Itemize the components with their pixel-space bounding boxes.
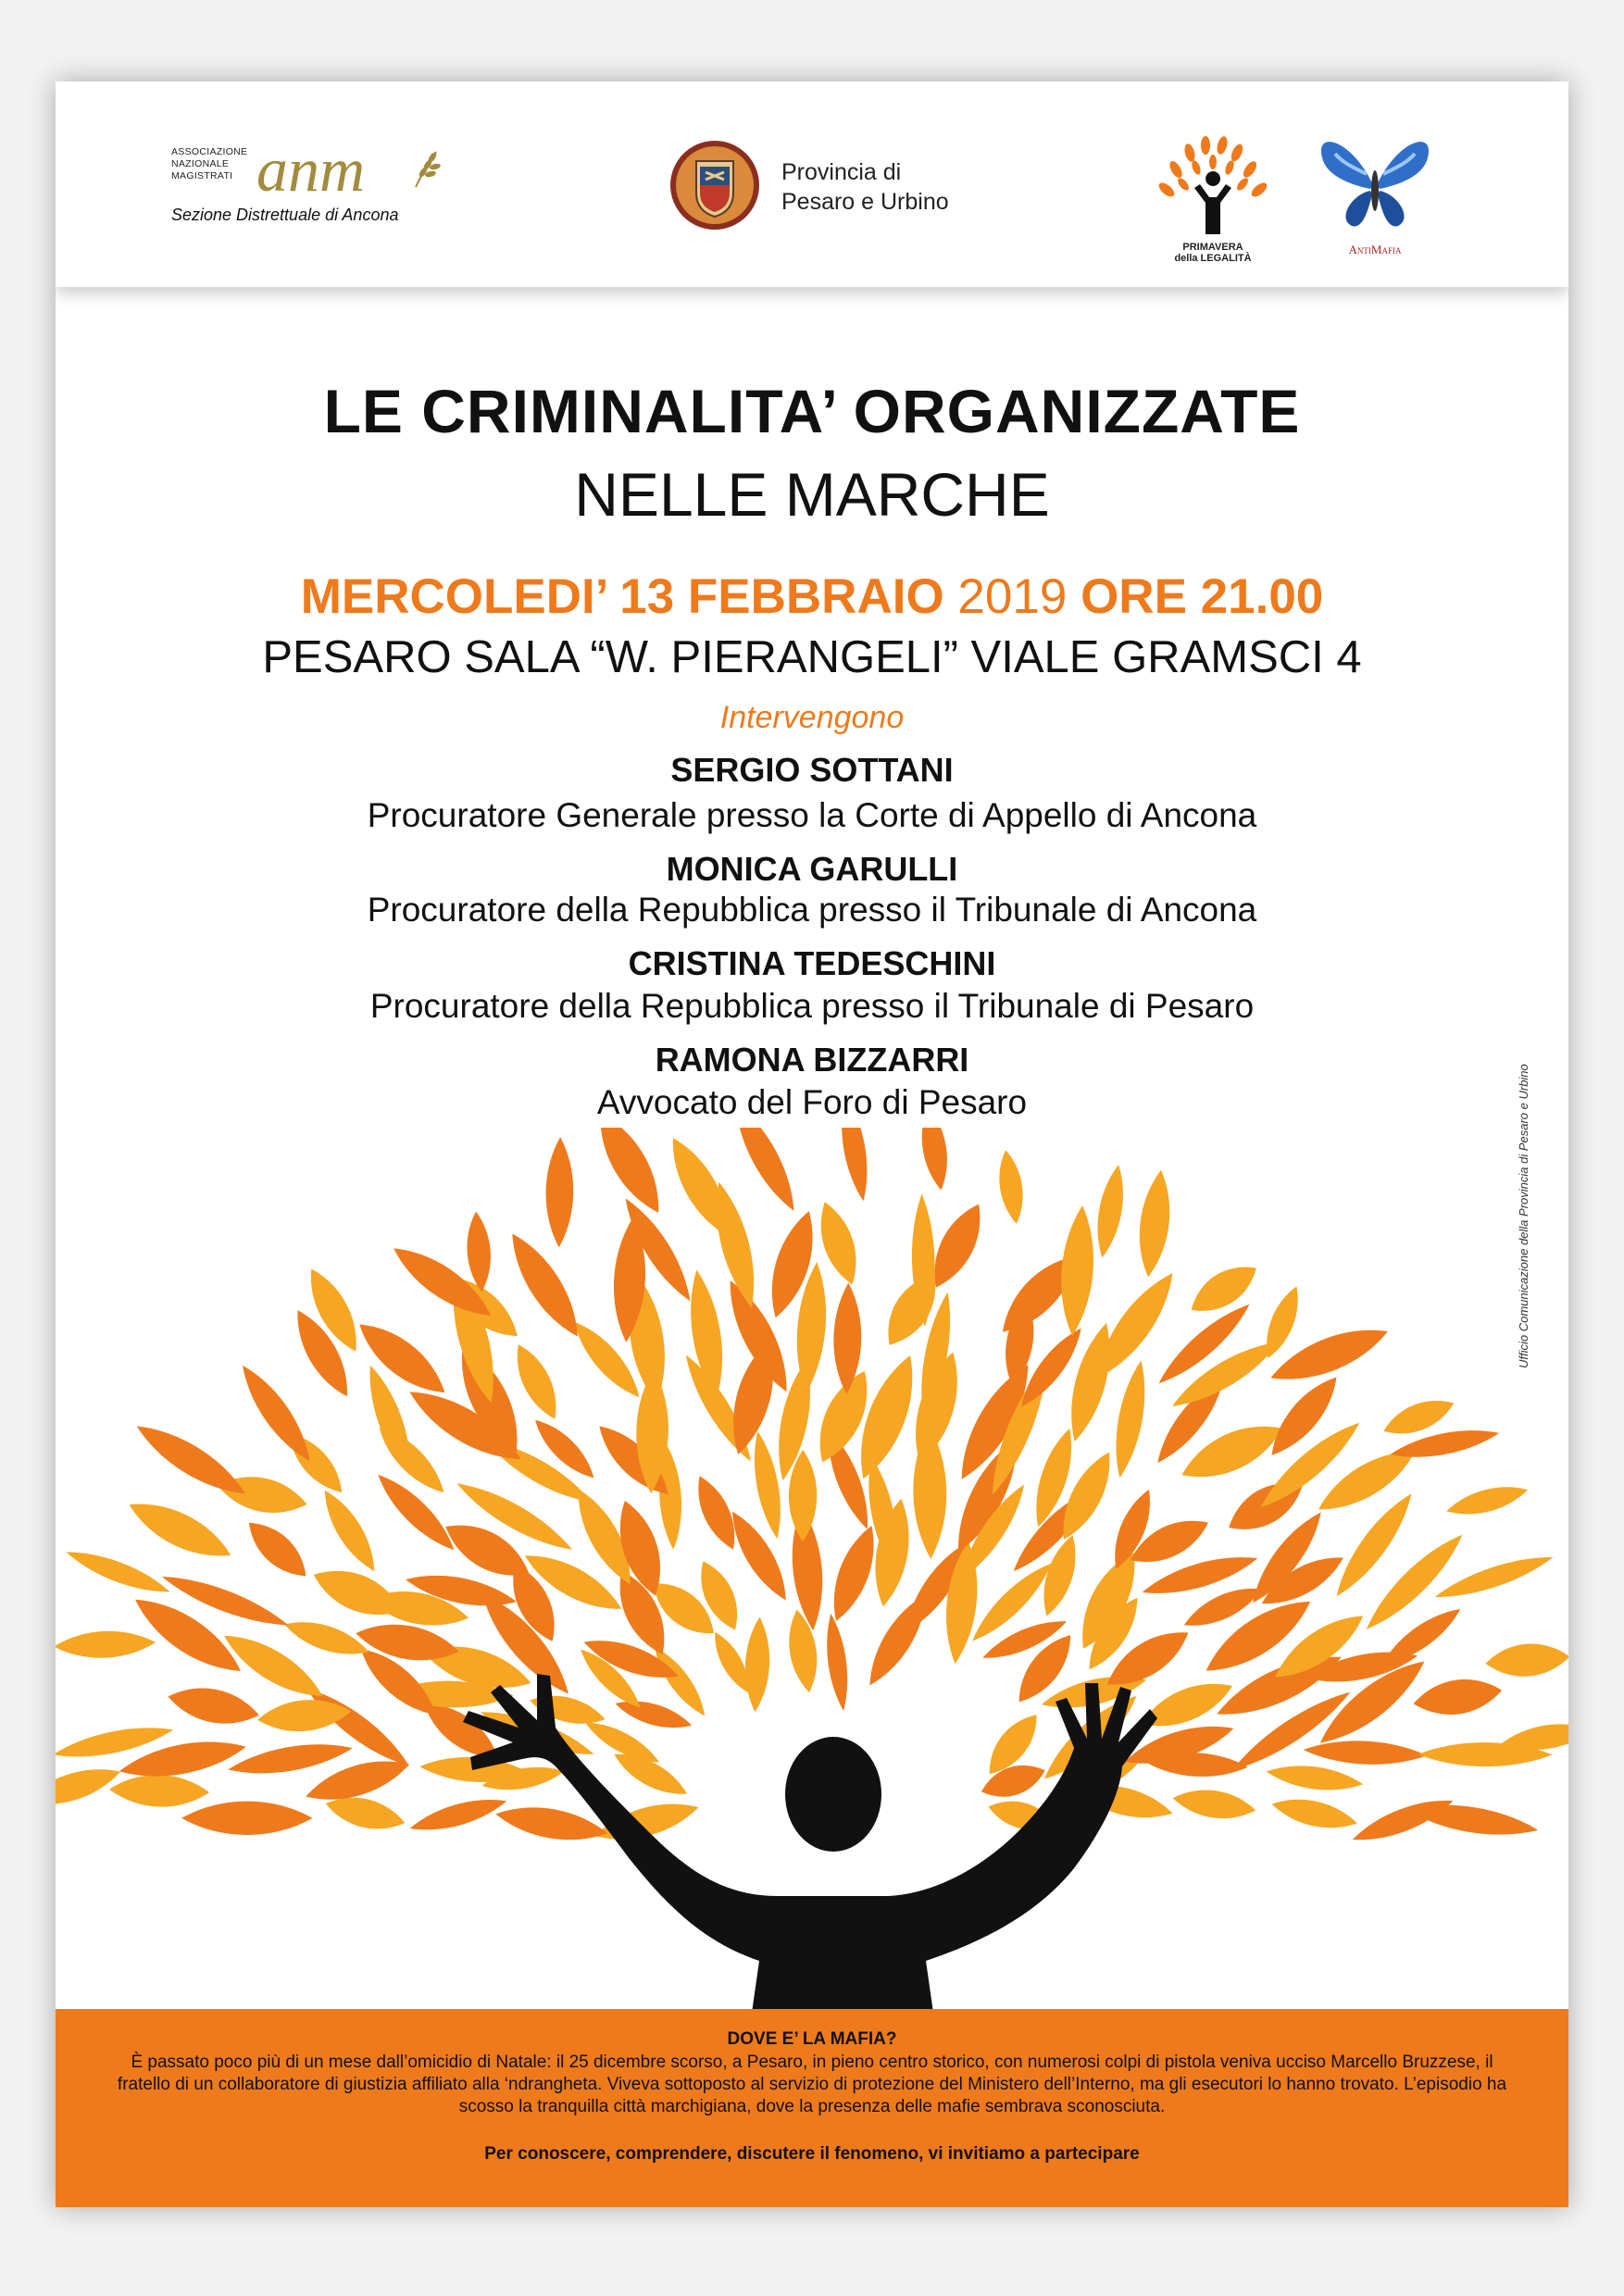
- leaf-shape: [349, 1312, 455, 1405]
- speaker-role: Procuratore Generale presso la Corte di Appello di Ancona: [367, 796, 1257, 834]
- leaf-shape: [122, 1491, 238, 1570]
- leaf-shape: [835, 1128, 874, 1203]
- speaker-name: MONICA GARULLI: [666, 850, 958, 888]
- provincia-label: Provincia di Pesaro e Urbino: [781, 159, 949, 215]
- wheat-icon: [410, 148, 442, 189]
- leaf-shape: [56, 1629, 156, 1660]
- primavera-legalita-logo: [1148, 132, 1278, 262]
- leaf-shape: [407, 1791, 510, 1839]
- speaker-role: Procuratore della Repubblica presso il Tribunale di Pesaro: [369, 987, 1255, 1025]
- event-subtitle: NELLE MARCHE: [574, 460, 1050, 529]
- leaf-shape: [130, 1415, 253, 1506]
- leaf-shape: [1056, 1204, 1098, 1338]
- event-date: [56, 568, 1568, 625]
- event-poster: [56, 81, 1568, 2207]
- anm-section-label: Sezione Distrettuale di Ancona: [171, 206, 399, 224]
- leaf-shape: [977, 1757, 1049, 1805]
- leaves-group: [56, 1128, 1568, 1850]
- leaf-shape: [370, 1466, 463, 1558]
- leaf-shape: [281, 1613, 372, 1664]
- butterfly-icon: [1315, 130, 1435, 241]
- leaf-shape: [724, 1128, 805, 1217]
- leaf-shape: [1411, 1673, 1505, 1720]
- leaf-shape: [63, 1543, 173, 1602]
- anm-wordmark: anm: [256, 134, 366, 205]
- event-date-day: MERCOLEDI’ 13 FEBBRAIO: [300, 569, 944, 624]
- provincia-seal-icon: [668, 139, 761, 231]
- leaf-shape: [1108, 1358, 1153, 1479]
- event-title: LE CRIMINALITA’ ORGANIZZATE: [323, 377, 1301, 445]
- tree-person-icon: [1148, 132, 1278, 243]
- tree-of-leaves-illustration: [56, 1128, 1568, 2090]
- speaker-name: RAMONA BIZZARRI: [655, 1041, 969, 1079]
- leaf-shape: [688, 1471, 745, 1555]
- leaf-shape: [545, 1137, 574, 1248]
- footer-body: È passato poco più di un mese dall’omicidio di Natale: il 25 dicembre scorso, a Pesaro, in pieno centro storico, con numerosi colpi di pistola veniva ucciso Marcello Bruzzese, il fratello di un collaboratore di giustizia affiliato alla ‘ndrangheta. Viveva sottoposto al servizio di protezione del Ministero dell’Interno, ma gli esecutori lo hanno trovato. L’episodio ha scosso la tranquilla città marchigiana, dove la presenza delle mafie sembrava sconosciuta.: [117, 2053, 1507, 2116]
- leaf-shape: [917, 1128, 953, 1192]
- footer-title: DOVE E’ LA MAFIA?: [727, 2029, 897, 2049]
- leaf-shape: [721, 1505, 796, 1607]
- leaf-shape: [1484, 1641, 1568, 1679]
- leaf-shape: [1443, 1479, 1530, 1522]
- leaf-shape: [1091, 1163, 1129, 1260]
- leaf-shape: [239, 1512, 316, 1586]
- leaf-shape: [1134, 1168, 1176, 1279]
- logo-header: [56, 81, 1568, 287]
- leaf-shape: [315, 1484, 384, 1578]
- speaker-name: SERGIO SOTTANI: [670, 751, 954, 789]
- leaf-shape: [232, 1358, 320, 1468]
- event-date-time: ORE 21.00: [1081, 569, 1324, 624]
- footer-cta: Per conoscere, comprendere, discutere il fenomeno, vi invitiamo a partecipare: [484, 2144, 1140, 2164]
- leaf-shape: [1182, 1254, 1265, 1323]
- speaker-role: Procuratore della Repubblica presso il Tribunale di Ancona: [367, 891, 1257, 929]
- leaf-shape: [181, 1802, 312, 1835]
- anm-association-text: ASSOCIAZIONE NAZIONALE MAGISTRATI: [171, 146, 248, 181]
- leaf-shape: [743, 1616, 771, 1713]
- primavera-label: PRIMAVERA della LEGALITÀ: [1174, 242, 1252, 264]
- leaf-shape: [683, 1267, 731, 1401]
- leaf-shape: [465, 1211, 493, 1293]
- anm-logo: [171, 134, 486, 239]
- leaf-shape: [822, 1613, 853, 1713]
- leaf-shape: [165, 1680, 262, 1731]
- leaf-shape: [1265, 1761, 1365, 1796]
- event-date-year: 2019: [957, 569, 1068, 624]
- speakers-heading: Intervengono: [719, 700, 905, 735]
- leaf-shape: [1171, 1785, 1258, 1824]
- leaf-shape: [109, 1773, 210, 1808]
- credit-watermark: Ufficio Comunicazione della Provincia di Pesaro e Urbino: [1517, 1064, 1530, 1368]
- footer-banner: [56, 2009, 1568, 2207]
- leaf-shape: [506, 1339, 567, 1425]
- leaf-shape: [1269, 1792, 1360, 1836]
- antimafia-label: AntiMafia: [1348, 243, 1402, 256]
- leaf-shape: [994, 1148, 1027, 1225]
- speaker-role: Avvocato del Foro di Pesaro: [596, 1083, 1028, 1121]
- event-venue: PESARO SALA “W. PIERANGELI” VIALE GRAMSCI 4: [262, 632, 1362, 682]
- antimafia-logo: [1315, 130, 1435, 264]
- speaker-name: CRISTINA TEDESCHINI: [628, 944, 996, 982]
